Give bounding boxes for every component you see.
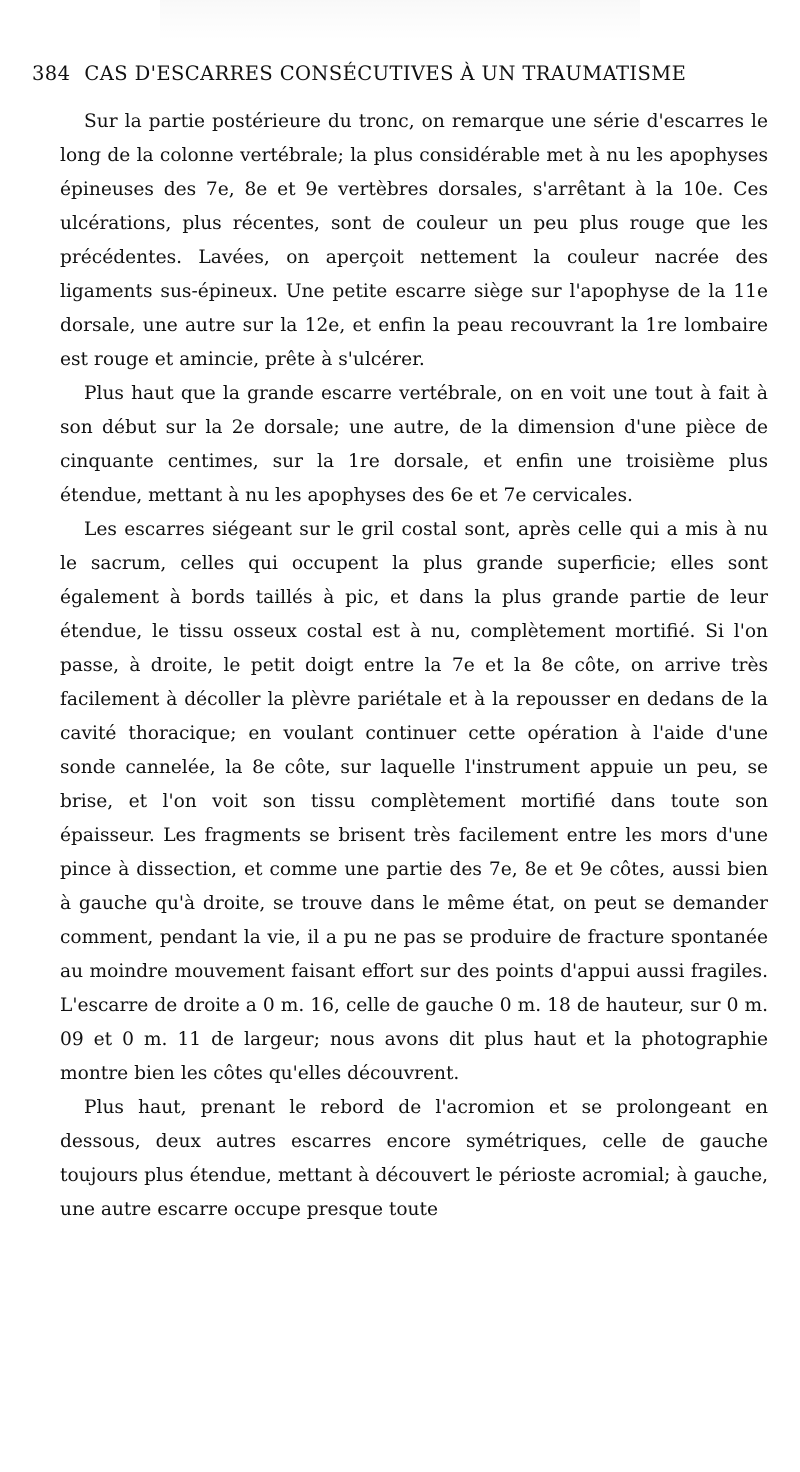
body-text	[60, 105, 768, 1227]
paragraph-posterior-trunk: Sur la partie postérieure du tronc, on remarque une série d'escarres le long de la colonne vertébrale; la plus considérable met à nu les apophyses épineuses des 7e, 8e et 9e vertèbres dorsales, s'arrêtant à la 10e. Ces ulcérations, plus récentes, sont de couleur un peu plus rouge que les précédentes. Lavées, on aperçoit nettement la couleur nacrée des ligaments sus-épineux. Une petite escarre siège sur l'apophyse de la 11e dorsale, une autre sur la 12e, et enfin la peau recouvrant la 1re lombaire est rouge et amincie, prête à s'ulcérer.	[60, 111, 768, 370]
paragraph-costal-grill: Les escarres siégeant sur le gril costal sont, après celle qui a mis à nu le sacrum, celles qui occupent la plus grande superficie; elles sont également à bords taillés à pic, et dans la plus grande partie de leur étendue, le tissu osseux costal est à nu, complètement mortifié. Si l'on passe, à droite, le petit doigt entre la 7e et la 8e côte, on arrive très facilement à décoller la plèvre pariétale et à la repousser en dedans de la cavité thoracique; en voulant continuer cette opération à l'aide d'une sonde cannelée, la 8e côte, sur laquelle l'instrument appuie un peu, se brise, et l'on voit son tissu complètement mortifié dans toute son épaisseur. Les fragments se brisent très facilement entre les mors d'une pince à dissection, et comme une partie des 7e, 8e et 9e côtes, aussi bien à gauche qu'à droite, se trouve dans le même état, on peut se demander comment, pendant la vie, il a pu ne pas se produire de fracture spontanée au moindre mouvement faisant effort sur des points d'appui aussi fragiles. L'escarre de droite a 0 m. 16, celle de gauche 0 m. 18 de hauteur, sur 0 m. 09 et 0 m. 11 de largeur; nous avons dit plus haut et la photographie montre bien les côtes qu'elles découvrent.	[60, 519, 768, 1084]
running-title: CAS D'ESCARRES CONSÉCUTIVES À UN TRAUMATISME	[84, 62, 687, 85]
scan-shading	[160, 0, 640, 40]
page-header	[32, 62, 767, 92]
page-number: 384	[32, 62, 71, 85]
paragraph-acromion: Plus haut, prenant le rebord de l'acromion et se prolongeant en dessous, deux autres escarres encore symétriques, celle de gauche toujours plus étendue, mettant à découvert le périoste acromial; à gauche, une autre escarre occupe presque toute	[60, 1097, 768, 1220]
paragraph-upper-vertebral: Plus haut que la grande escarre vertébrale, on en voit une tout à fait à son début sur la 2e dorsale; une autre, de la dimension d'une pièce de cinquante centimes, sur la 1re dorsale, et enfin une troisième plus étendue, mettant à nu les apophyses des 6e et 7e cervicales.	[60, 383, 768, 506]
